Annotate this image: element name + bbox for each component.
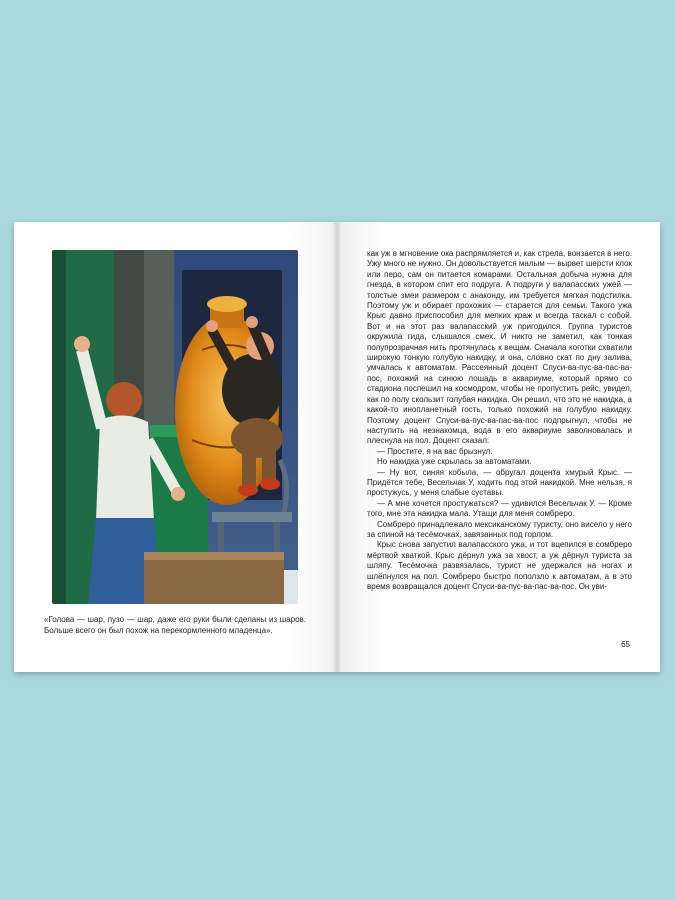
page-number: 65: [621, 640, 630, 649]
paragraph: Но накидка уже скрылась за автоматами.: [377, 457, 532, 467]
paragraph: Крыс снова запустил валапасского ужа, и тот вцепился в сомбреро мёртвой хваткой. Крыс дёрнул ужа за хвост, а уж дёрнул туриста за шляпу. Тесёмочка развязалась, турист не удержался на ногах и шлёпнулся на пол. Сомбреро быстро поползло к автоматам, а в это время возвращался доцент Спуси-ва-пус-ва-пас-ва-пос. Он уви-: [367, 540, 632, 591]
paragraph: — Простите, я на вас брызнул.: [377, 446, 493, 456]
book-illustration: [52, 250, 298, 604]
paragraph: Сомбреро принадлежало мексиканскому туристу, оно висело у него за спиной на тесёмочках, завязанных под горлом.: [367, 519, 632, 539]
paragraph: как уж в мгновение ока распрямляется и, как стрела, вонзается в него. Ужу много не нужно. Он довольствуется малым — вырвет шерсти клок или перо, сам он питается комарами. Остальная добыча нужна для гнезда, в котором спит его подруга. А подруги у валапасских ужей — толстые змеи размером с анаконду, им требуется мягкая подстилка. Поэтому уж и обирает прохожих — старается для семьи. Такого ужа Крыс давно приспособил для мелких краж и всегда таскал с собой. Вот и на этот раз валапасский уж пригодился. Группа туристов окружила гида, слышался смех. И никто не заметил, как тонкая полупрозрачная нить протянулась к вещам. Сначала коготки схватили широкую тонкую голубую накидку, и она, словно скат по дну залива, умчалась к автоматам. Рассеянный доцент Спуси-ва-пус-ва-пас-ва-пос, похожий на синюю лошадь в аквариуме, который прямо со стадиона поспешил на космодром, чтобы не пропустить рейс, увидел, как по полу скользит голубая накидка. Он решил, что это не накидка, а какой-то инопланетный гость, только похожий на голубую накидку. Поэтому доцент Спуси-ва-пус-ва-пас-ва-пос подпрыгнул, чтобы не наступить на незнакомца, вода в его аквариуме заволновалась и плеснула на пол. Доцент сказал:: [367, 249, 632, 446]
left-page: [14, 222, 337, 672]
body-text: [367, 249, 632, 592]
paragraph: — Ну вот, синяя кобыла, — обругал доцента хмурый Крыс. — Придётся тебе, Весельчак У, ходить под этой накидкой. Мне нельзя, я простужусь, у меня слабые суставы.: [367, 467, 632, 498]
illustration-caption: «Голова — шар, пузо — шар, даже его руки были сделаны из шаров. Больше всего он был похож на перекормленного младенца».: [44, 615, 306, 635]
open-book: [14, 222, 660, 672]
paragraph: — А мне хочется простужаться? — удивился Весельчак У. — Кроме того, мне эта накидка мала. Утащи для меня сомбреро.: [367, 498, 632, 519]
book-gutter: [332, 222, 342, 672]
right-page: [337, 222, 660, 672]
